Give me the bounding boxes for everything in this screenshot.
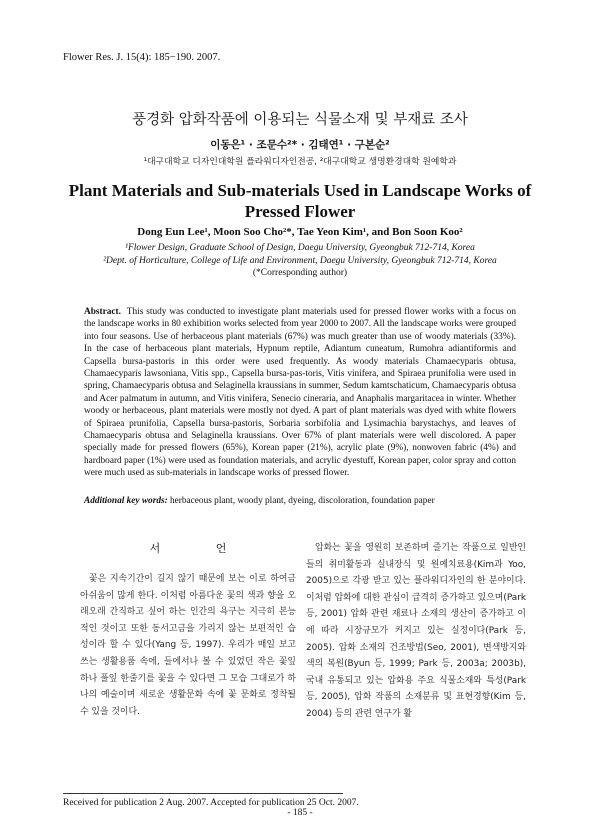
english-title: Plant Materials and Sub-materials Used in Landscape Works of Pressed Flower [68, 181, 532, 221]
page-number: - 185 - [287, 808, 313, 818]
abstract [84, 306, 516, 480]
footnote-divider [63, 793, 343, 794]
received-note: Received for publication 2 Aug. 2007. Accepted for publication 25 Oct. 2007. [63, 798, 359, 808]
korean-title: 풍경화 압화작품에 이용되는 식물소재 및 부재료 조사 [132, 112, 468, 128]
keywords-label: Additional key words [84, 496, 165, 506]
introduction-heading: 서 언 [149, 542, 253, 555]
keywords-text: herbaceous plant, woody plant, dyeing, discoloration, foundation paper [170, 496, 435, 506]
abstract-text: This study was conducted to investigate plant materials used for pressed flower works with a focus on the landscape works in 80 exhibition works selected from year 2000 to 2007. All the landscape works were grouped into four seasons. Use of herbaceous plant materials (67%) was much greater than use of woody materials (33%). In the case of herbaceous plant materials, Hypnum reptile, Adiantum cuneatum, Rumohra adiantiformis and Capsella bursa-pastoris in this order were used frequently. As woody materials Chamaecyparis obtusa, Chamaecyparis lawsoniana, Vitis spp., Capsella bursa-pas-toris, Vitis vinifera, and Spiraea prunifolia were used in spring, Chamaecyparis obtusa and Selaginella kraussians in summer, Sedum kamtschaticum, Chamaecyparis obtusa and Acer palmatum in autumn, and Vitis vinifera, Senecio cineraria, and Anaphalis margaritacea in winter. Whether woody or herbaceous, plant materials were mostly not dyed. A part of plant materials was dyed with white flowers of Spiraea prunifolia, Capsella bursa-pastoris, Sorbaria sorbifolia and Lysimachia barystachys, and leaves of Chamaecyparis obtusa and Selaginella kraussians. Over 67% of plant materials were well discolored. A paper specially made for pressed flowers (65%), Korean paper (21%), acrylic plate (9%), nonwoven fabric (4%) and hardboard paper (1%) were used as foundation materials, and acrylic dyestuff, Korean paper, color spray and cotton were much used as sub-materials in landscape works of pressed flower. [84, 307, 516, 479]
english-authors: Dong Eun Lee¹, Moon Soo Cho²*, Tae Yeon Kim¹, and Bon Soon Koo² [137, 226, 463, 238]
korean-authors: 이동은¹ · 조문수²* · 김태연¹ · 구본순² [210, 139, 390, 151]
keywords: Additional key words: herbaceous plant, woody plant, dyeing, discoloration, foundation paper [84, 496, 435, 506]
intro-paragraph-1: 꽃은 지속기간이 길지 않기 때문에 보는 이로 하여금 아쉬움이 많게 한다. 이처럼 아름다운 꽃의 색과 향을 오래오래 간직하고 싶어 하는 인간의 욕구는 지극히 본능적인 것이고 또한 동서고금을 가리지 않는 보편적인 습성이라 할 수 있다(Yang 등, 1997). 우리가 매일 보고 쓰는 생활용품 속에, 들에서나 볼 수 있었던 작은 꽃잎 하나 풀잎 한줄기를 꽃을 수 있다면 그 모습 그대로가 하나의 예술이며 새로운 생활문화 속에 꽃 문화로 정착될 수 있을 것이다. [80, 574, 296, 717]
affiliation-2: ²Dept. of Horticulture, College of Life and Environment, Daegu University, Gyeongbuk 712-714, Korea [103, 256, 497, 266]
journal-citation: Flower Res. J. 15(4): 185−190. 2007. [63, 52, 221, 63]
right-column [306, 540, 526, 723]
left-column [80, 540, 296, 720]
corresponding-note: (*Corresponding author) [252, 268, 348, 278]
affiliation-1: ¹Flower Design, Graduate School of Design, Daegu University, Gyeongbuk 712-714, Korea [125, 243, 475, 253]
korean-affiliation: ¹대구대학교 디자인대학원 플라워디자인전공, ²대구대학교 생명환경대학 원예학과 [143, 157, 457, 167]
intro-paragraph-2: 압화는 꽃을 영원히 보존하며 즐기는 작품으로 일반인들의 취미활동과 실내장식 및 원예치료용(Kim과 Yoo, 2005)으로 각광 받고 있는 플라워디자인의 한 분야이다. 이처럼 압화에 대한 관심이 급격히 증가하고 있으며(Park 등, 2001) 압화 관련 재료나 소재의 생산이 증가하고 이에 따라 시장규모가 커지고 있는 실정이다(Park 등, 2005). 압화 소재의 건조방법(Seo, 2001), 변색방지와 색의 복원(Byun 등, 1999; Park 등, 2003a; 2003b), 국내 유통되고 있는 압화용 주요 식물소재와 특성(Park 등, 2005), 압화 작품의 소재분류 및 표현경향(Kim 등, 2004) 등의 관련 연구가 활 [306, 543, 526, 719]
abstract-label: Abstract. [84, 307, 121, 317]
